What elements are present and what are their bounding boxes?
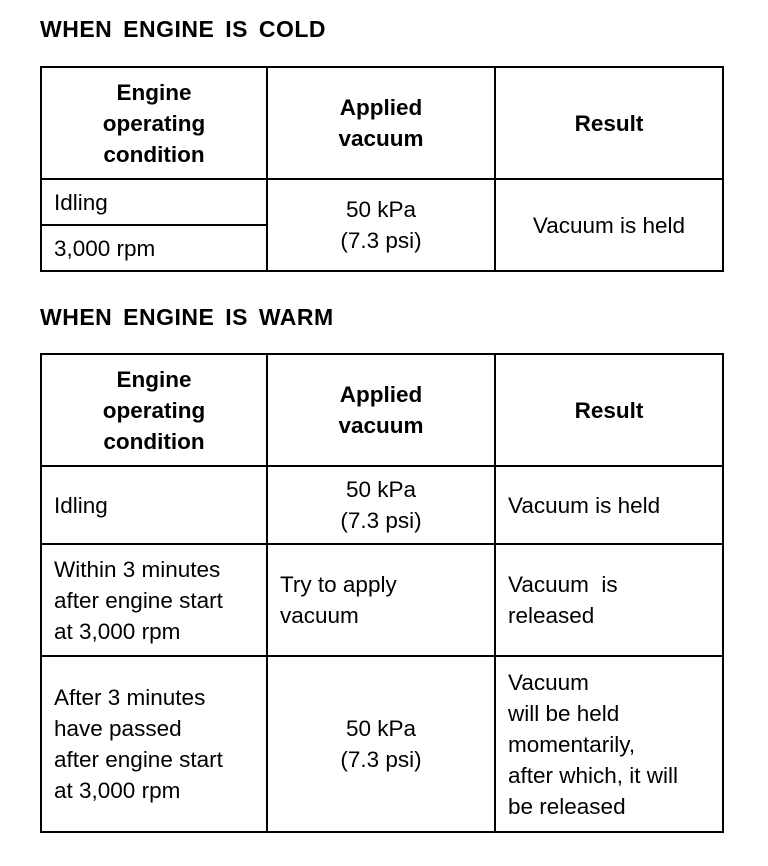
- warm-row2-vacuum: Try to apply vacuum: [267, 544, 495, 656]
- cold-header-vacuum: Applied vacuum: [267, 67, 495, 179]
- cold-vacuum-value: 50 kPa (7.3 psi): [267, 179, 495, 271]
- cold-table: [40, 66, 724, 272]
- table-row: [41, 466, 723, 544]
- warm-row2-result: Vacuum is released: [495, 544, 723, 656]
- warm-row3-result: Vacuum will be held momentarily, after which, it will be released: [495, 656, 723, 832]
- cold-heading: WHEN ENGINE IS COLD: [40, 16, 327, 42]
- warm-row3-condition: After 3 minutes have passed after engine start at 3,000 rpm: [41, 656, 267, 832]
- cold-condition-idling: Idling: [41, 179, 267, 225]
- warm-table: [40, 353, 724, 833]
- warm-row3-vacuum: 50 kPa (7.3 psi): [267, 656, 495, 832]
- warm-row1-result: Vacuum is held: [495, 466, 723, 544]
- warm-header-condition: Engine operating condition: [41, 354, 267, 466]
- warm-header-row: [41, 354, 723, 466]
- warm-row2-condition: Within 3 minutes after engine start at 3,000 rpm: [41, 544, 267, 656]
- warm-row1-vacuum: 50 kPa (7.3 psi): [267, 466, 495, 544]
- cold-header-row: [41, 67, 723, 179]
- warm-heading: WHEN ENGINE IS WARM: [40, 304, 334, 330]
- cold-result: Vacuum is held: [495, 179, 723, 271]
- warm-row1-condition: Idling: [41, 466, 267, 544]
- table-row: [41, 656, 723, 832]
- cold-header-result: Result: [495, 67, 723, 179]
- warm-header-result: Result: [495, 354, 723, 466]
- cold-header-condition: Engine operating condition: [41, 67, 267, 179]
- table-row: [41, 544, 723, 656]
- warm-header-vacuum: Applied vacuum: [267, 354, 495, 466]
- table-row: [41, 179, 723, 225]
- cold-condition-3000rpm: 3,000 rpm: [41, 225, 267, 271]
